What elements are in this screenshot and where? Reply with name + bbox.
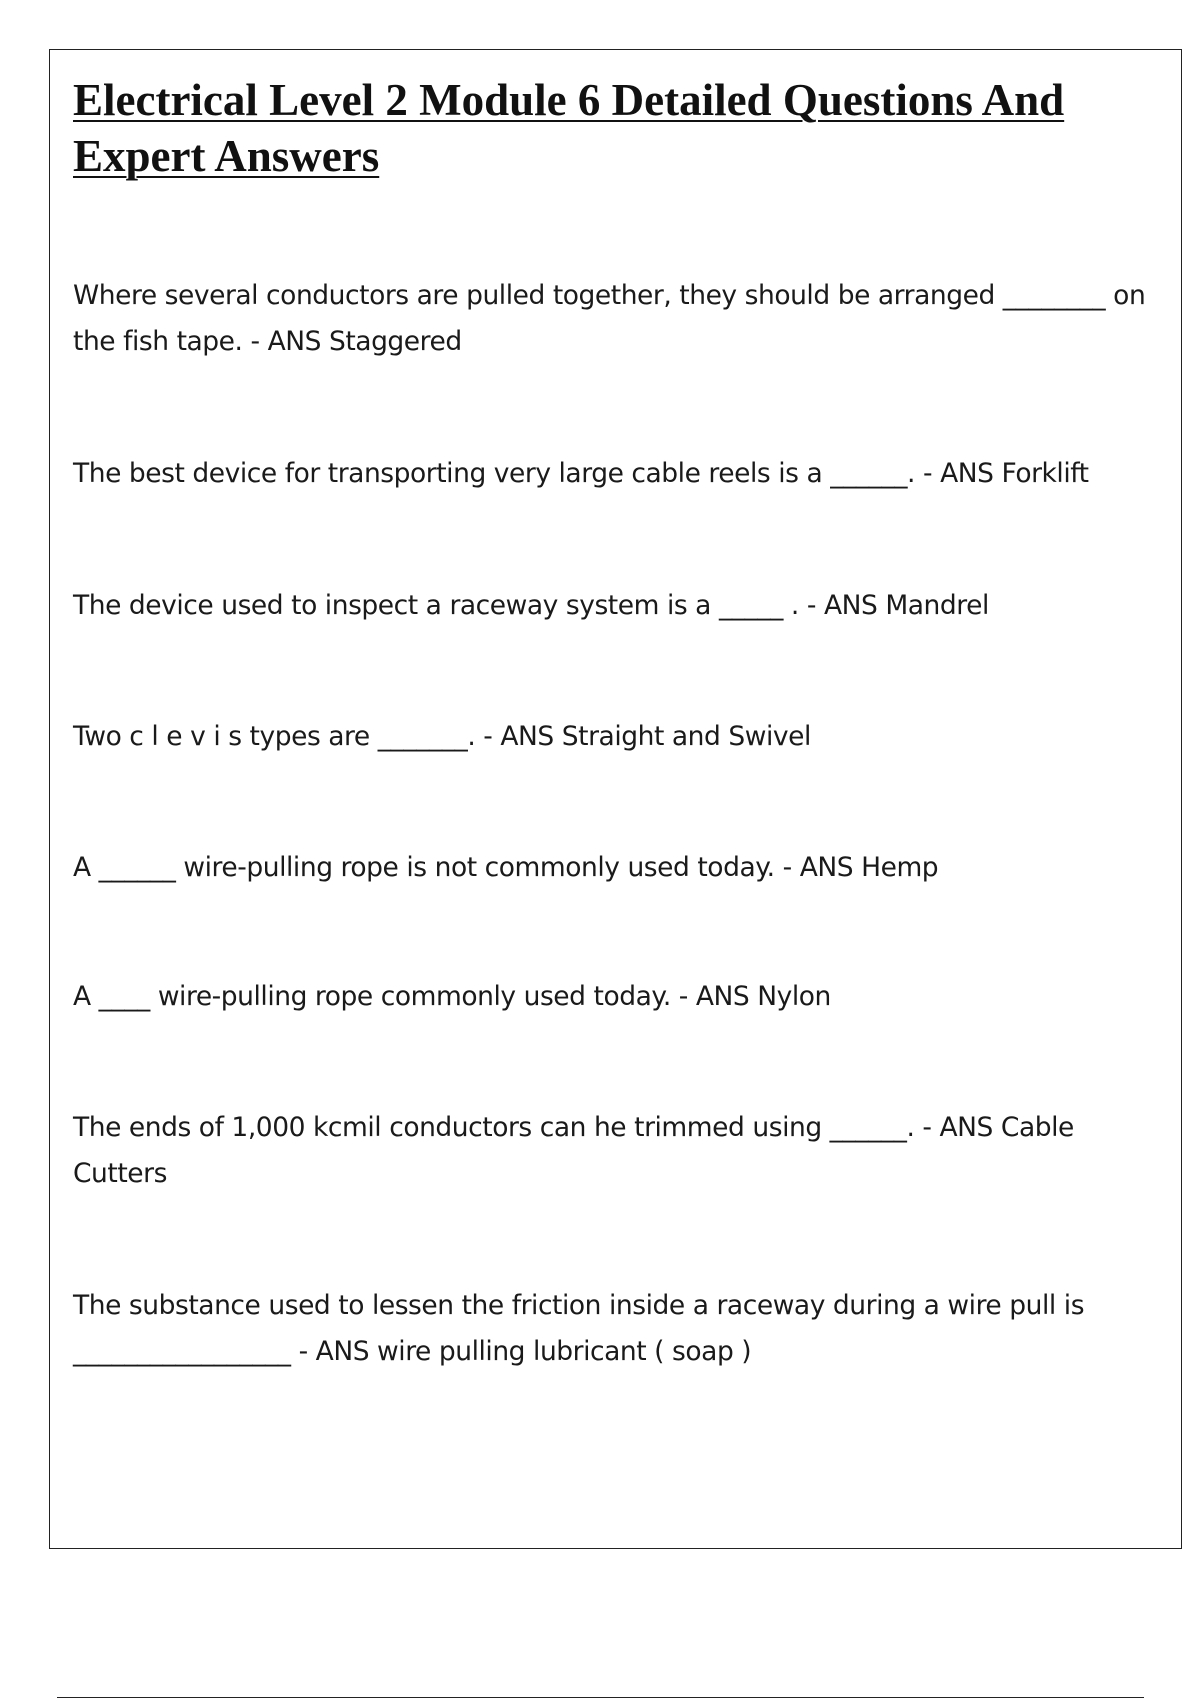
qa-item: Two c l e v i s types are _______. - ANS Straight and Swivel (73, 721, 811, 752)
qa-item: Where several conductors are pulled together, they should be arranged ________ on the fish tape. - ANS Staggered (73, 280, 1146, 357)
document-title: Electrical Level 2 Module 6 Detailed Questions And Expert Answers (73, 75, 1065, 181)
footer-divider (57, 1697, 1144, 1698)
qa-item: A ______ wire-pulling rope is not commonly used today. - ANS Hemp (73, 852, 939, 883)
qa-item: The device used to inspect a raceway system is a _____ . - ANS Mandrel (73, 590, 989, 621)
qa-item: A ____ wire-pulling rope commonly used today. - ANS Nylon (73, 981, 831, 1012)
qa-item: The ends of 1,000 kcmil conductors can he trimmed using ______. - ANS Cable Cutters (73, 1112, 1074, 1189)
qa-item: The best device for transporting very large cable reels is a ______. - ANS Forklift (73, 458, 1089, 489)
qa-item: The substance used to lessen the friction inside a raceway during a wire pull is _________________ - ANS wire pulling lubricant ( soap ) (73, 1290, 1085, 1367)
